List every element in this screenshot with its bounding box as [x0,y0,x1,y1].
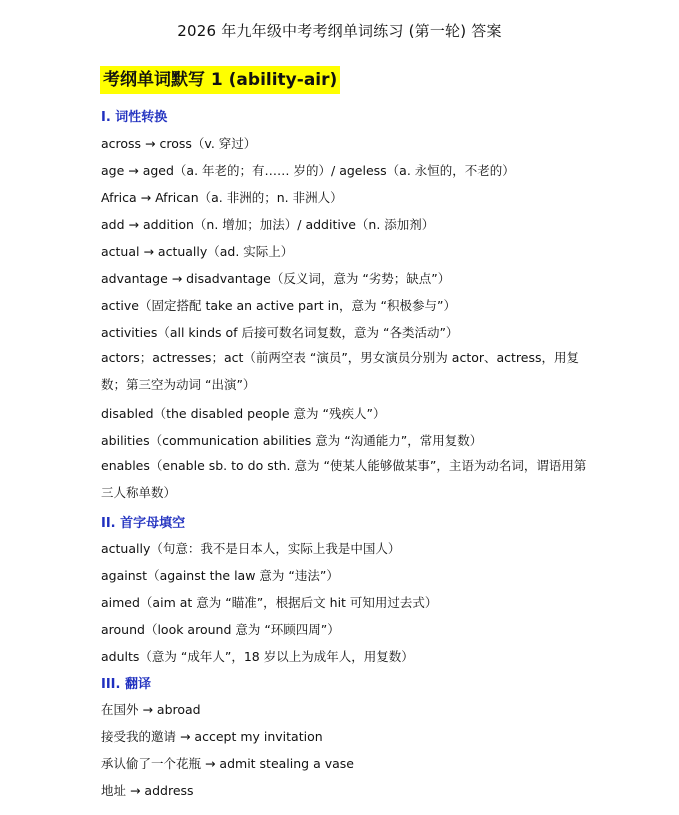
answer-line: actual → actually（ad. 实际上） [101,244,294,259]
section-heading-highlighted: 考纲单词默写 1 (ability-air) [100,66,340,94]
answer-line: 接受我的邀请 → accept my invitation [101,729,323,744]
answer-line: advantage → disadvantage（反义词，意为 “劣势；缺点”） [101,271,451,286]
answer-line: add → addition（n. 增加；加法）/ additive（n. 添加剂） [101,217,435,232]
answer-line: 承认偷了一个花瓶 → admit stealing a vase [101,756,354,771]
part-heading-initial-letter-fill: II. 首字母填空 [101,516,186,531]
document-title: 2026 年九年级中考考纲单词练习 (第一轮) 答案 [177,22,502,40]
answer-line: disabled（the disabled people 意为 “残疾人”） [101,406,386,421]
answer-line: activities（all kinds of 后接可数名词复数，意为 “各类活动”） [101,325,459,340]
answer-line: abilities（communication abilities 意为 “沟通能力”，常用复数） [101,433,483,448]
answer-line: enables（enable sb. to do sth. 意为 “使某人能够做某事”，主语为动名词，谓语用第三人称单数） [101,458,587,500]
answer-line: actors；actresses；act（前两空表 “演员”，男女演员分别为 actor、actress，用复数；第三空为动词 “出演”） [101,350,580,392]
answer-line: age → aged（a. 年老的；有…… 岁的）/ ageless（a. 永恒的，不老的） [101,163,515,178]
answer-line: actually（句意：我不是日本人，实际上我是中国人） [101,541,401,556]
answer-line: aimed（aim at 意为 “瞄准”，根据后文 hit 可知用过去式） [101,595,438,610]
answer-line: against（against the law 意为 “违法”） [101,568,339,583]
answer-line: Africa → African（a. 非洲的；n. 非洲人） [101,190,343,205]
answer-line: 地址 → address [101,783,194,798]
answer-line: around（look around 意为 “环顾四周”） [101,622,340,637]
answer-line: active（固定搭配 take an active part in，意为 “积极参与”） [101,298,456,313]
part-heading-word-forms: I. 词性转换 [101,110,168,125]
answer-line: across → cross（v. 穿过） [101,136,257,151]
part-heading-translation: III. 翻译 [101,677,151,692]
answer-line: adults（意为 “成年人”，18 岁以上为成年人，用复数） [101,649,414,664]
answer-line: 在国外 → abroad [101,702,201,717]
